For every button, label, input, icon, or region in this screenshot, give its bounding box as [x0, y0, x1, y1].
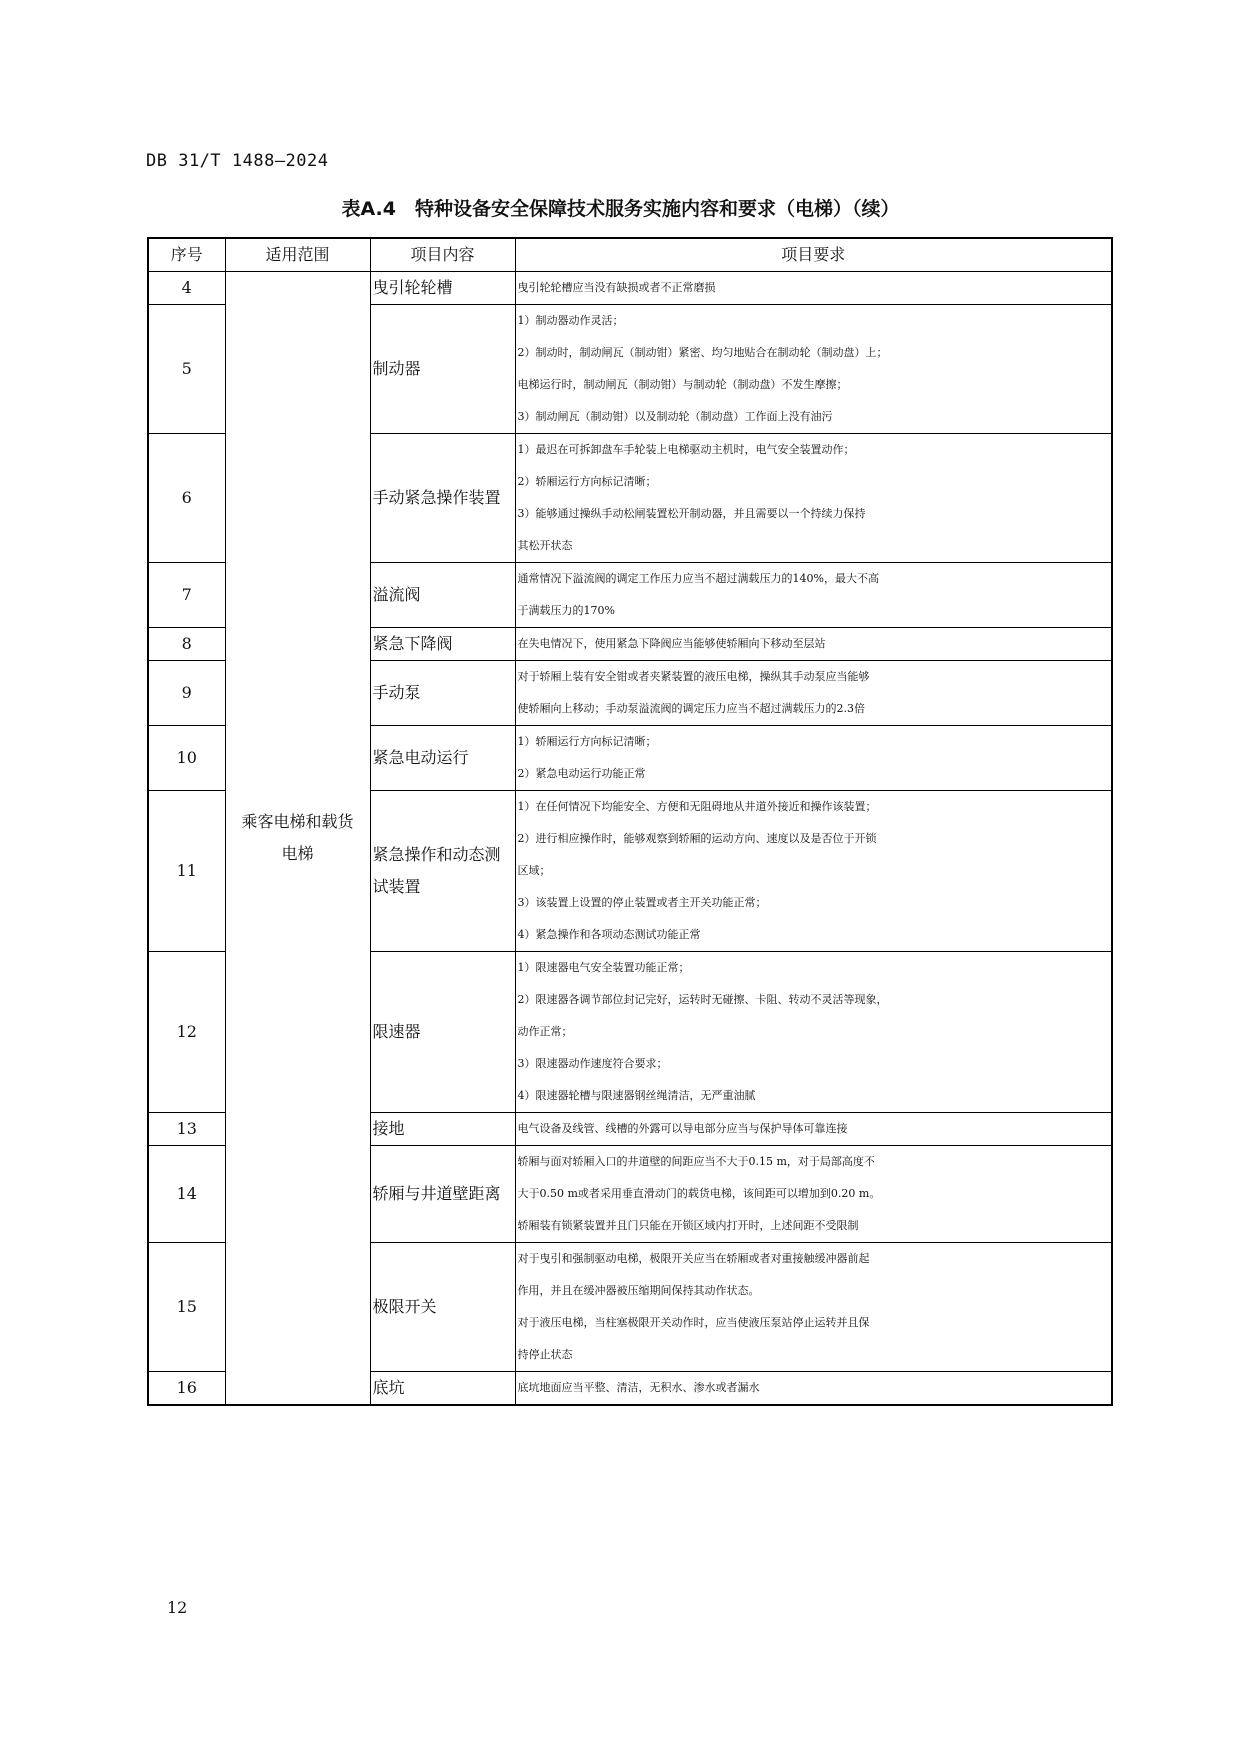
- requirement-cell: [515, 1113, 1112, 1146]
- row-number: 4: [148, 272, 225, 305]
- page-number: 12: [167, 1598, 188, 1617]
- row-number: 15: [148, 1243, 225, 1372]
- requirement-line: 于满载压力的170%: [517, 604, 615, 617]
- requirement-line: 1）制动器动作灵活；: [517, 314, 624, 327]
- requirement-cell: [515, 791, 1112, 952]
- requirement-line: 1）最迟在可拆卸盘车手轮装上电梯驱动主机时，电气安全装置动作；: [517, 443, 855, 456]
- requirement-cell: [515, 272, 1112, 305]
- requirement-cell: [515, 628, 1112, 661]
- column-header-item: 项目内容: [370, 238, 515, 272]
- item-cell: [370, 1113, 515, 1146]
- item-name: 紧急操作和动态测试装置: [372, 845, 501, 896]
- requirement-line: 3）制动闸瓦（制动钳）以及制动轮（制动盘）工作面上没有油污: [517, 410, 833, 423]
- requirement-line: 电气设备及线管、线槽的外露可以导电部分应当与保护导体可靠连接: [517, 1122, 848, 1135]
- requirement-line: 通常情况下溢流阀的调定工作压力应当不超过满载压力的140%，最大不高: [517, 572, 879, 585]
- item-cell: [370, 563, 515, 628]
- item-cell: [370, 305, 515, 434]
- item-name: 接地: [372, 1119, 405, 1138]
- requirement-line: 3）限速器动作速度符合要求；: [517, 1057, 668, 1070]
- requirement-cell: [515, 1243, 1112, 1372]
- item-name: 溢流阀: [372, 585, 421, 604]
- requirement-line: 1）在任何情况下均能安全、方便和无阻碍地从井道外接近和操作该装置；: [517, 800, 877, 813]
- row-number: 5: [148, 305, 225, 434]
- requirement-line: 持停止状态: [517, 1348, 573, 1361]
- item-cell: [370, 628, 515, 661]
- requirement-line: 曳引轮轮槽应当没有缺损或者不正常磨损: [517, 281, 716, 294]
- requirements-table: [147, 237, 1113, 1406]
- item-cell: [370, 1146, 515, 1243]
- requirement-cell: [515, 563, 1112, 628]
- requirement-line: 底坑地面应当平整、清洁，无积水、渗水或者漏水: [517, 1381, 760, 1394]
- item-name: 曳引轮轮槽: [372, 278, 453, 297]
- requirement-line: 2）制动时，制动闸瓦（制动钳）紧密、均匀地贴合在制动轮（制动盘）上；: [517, 346, 888, 359]
- row-number: 12: [148, 952, 225, 1113]
- item-name: 紧急电动运行: [372, 748, 469, 767]
- item-cell: [370, 791, 515, 952]
- requirement-line: 动作正常；: [517, 1025, 573, 1038]
- row-number: 11: [148, 791, 225, 952]
- standard-code: DB 31/T 1488—2024: [146, 151, 329, 171]
- item-cell: [370, 434, 515, 563]
- row-number: 16: [148, 1372, 225, 1406]
- item-cell: [370, 661, 515, 726]
- requirement-line: 2）紧急电动运行功能正常: [517, 767, 646, 780]
- item-cell: [370, 1243, 515, 1372]
- requirement-line: 1）限速器电气安全装置功能正常；: [517, 961, 690, 974]
- requirement-line: 作用，并且在缓冲器被压缩期间保持其动作状态。: [517, 1284, 760, 1297]
- requirement-cell: [515, 434, 1112, 563]
- requirement-line: 对于曳引和强制驱动电梯，极限开关应当在轿厢或者对重接触缓冲器前起: [517, 1252, 870, 1265]
- item-name: 轿厢与井道壁距离: [372, 1184, 501, 1203]
- item-name: 手动紧急操作装置: [372, 488, 501, 507]
- row-number: 10: [148, 726, 225, 791]
- requirement-line: 区域；: [517, 864, 551, 877]
- requirement-cell: [515, 1146, 1112, 1243]
- item-name: 手动泵: [372, 683, 421, 702]
- column-header-requirement: 项目要求: [515, 238, 1112, 272]
- table-header-row: [148, 238, 1112, 272]
- row-number: 6: [148, 434, 225, 563]
- row-number: 7: [148, 563, 225, 628]
- row-number: 14: [148, 1146, 225, 1243]
- requirement-line: 轿厢与面对轿厢入口的井道壁的间距应当不大于0.15 m，对于局部高度不: [517, 1155, 875, 1168]
- requirement-line: 1）轿厢运行方向标记清晰；: [517, 735, 657, 748]
- column-header-scope: 适用范围: [225, 238, 370, 272]
- table-body: [148, 272, 1112, 1406]
- column-header-no: 序号: [148, 238, 225, 272]
- row-number: 13: [148, 1113, 225, 1146]
- item-name: 极限开关: [372, 1297, 437, 1316]
- requirement-line: 3）该装置上设置的停止装置或者主开关功能正常；: [517, 896, 767, 909]
- scope-text: 乘客电梯和载货电梯: [241, 812, 354, 863]
- requirement-line: 2）轿厢运行方向标记清晰；: [517, 475, 657, 488]
- requirement-line: 4）紧急操作和各项动态测试功能正常: [517, 928, 701, 941]
- table-title: 表A.4 特种设备安全保障技术服务实施内容和要求（电梯）（续）: [341, 198, 900, 220]
- item-cell: [370, 726, 515, 791]
- row-number: 9: [148, 661, 225, 726]
- requirement-line: 轿厢装有锁紧装置并且门只能在开锁区域内打开时，上述间距不受限制: [517, 1219, 859, 1232]
- item-name: 底坑: [372, 1378, 405, 1397]
- requirement-line: 使轿厢向上移动；手动泵溢流阀的调定压力应当不超过满载压力的2.3倍: [517, 702, 865, 715]
- scope-cell: [225, 272, 370, 1406]
- requirement-line: 4）限速器轮槽与限速器钢丝绳清洁，无严重油腻: [517, 1089, 756, 1102]
- requirement-line: 对于轿厢上装有安全钳或者夹紧装置的液压电梯，操纵其手动泵应当能够: [517, 670, 870, 683]
- requirement-cell: [515, 726, 1112, 791]
- requirement-line: 3）能够通过操纵手动松闸装置松开制动器，并且需要以一个持续力保持: [517, 507, 866, 520]
- requirement-line: 大于0.50 m或者采用垂直滑动门的载货电梯，该间距可以增加到0.20 m。: [517, 1187, 881, 1200]
- item-cell: [370, 272, 515, 305]
- requirement-line: 2）限速器各调节部位封记完好，运转时无碰擦、卡阻、转动不灵活等现象，: [517, 993, 888, 1006]
- item-name: 限速器: [372, 1022, 421, 1041]
- requirement-line: 2）进行相应操作时，能够观察到轿厢的运动方向、速度以及是否位于开锁: [517, 832, 877, 845]
- item-name: 制动器: [372, 359, 421, 378]
- requirement-line: 在失电情况下，使用紧急下降阀应当能够使轿厢向下移动至层站: [517, 637, 826, 650]
- item-cell: [370, 952, 515, 1113]
- row-number: 8: [148, 628, 225, 661]
- requirement-cell: [515, 952, 1112, 1113]
- requirement-cell: [515, 661, 1112, 726]
- requirement-cell: [515, 305, 1112, 434]
- item-cell: [370, 1372, 515, 1406]
- requirement-line: 其松开状态: [517, 539, 573, 552]
- item-name: 紧急下降阀: [372, 634, 453, 653]
- requirement-line: 电梯运行时，制动闸瓦（制动钳）与制动轮（制动盘）不发生摩擦；: [517, 378, 848, 391]
- table-row: [148, 272, 1112, 305]
- requirement-cell: [515, 1372, 1112, 1406]
- requirement-line: 对于液压电梯，当柱塞极限开关动作时，应当使液压泵站停止运转并且保: [517, 1316, 870, 1329]
